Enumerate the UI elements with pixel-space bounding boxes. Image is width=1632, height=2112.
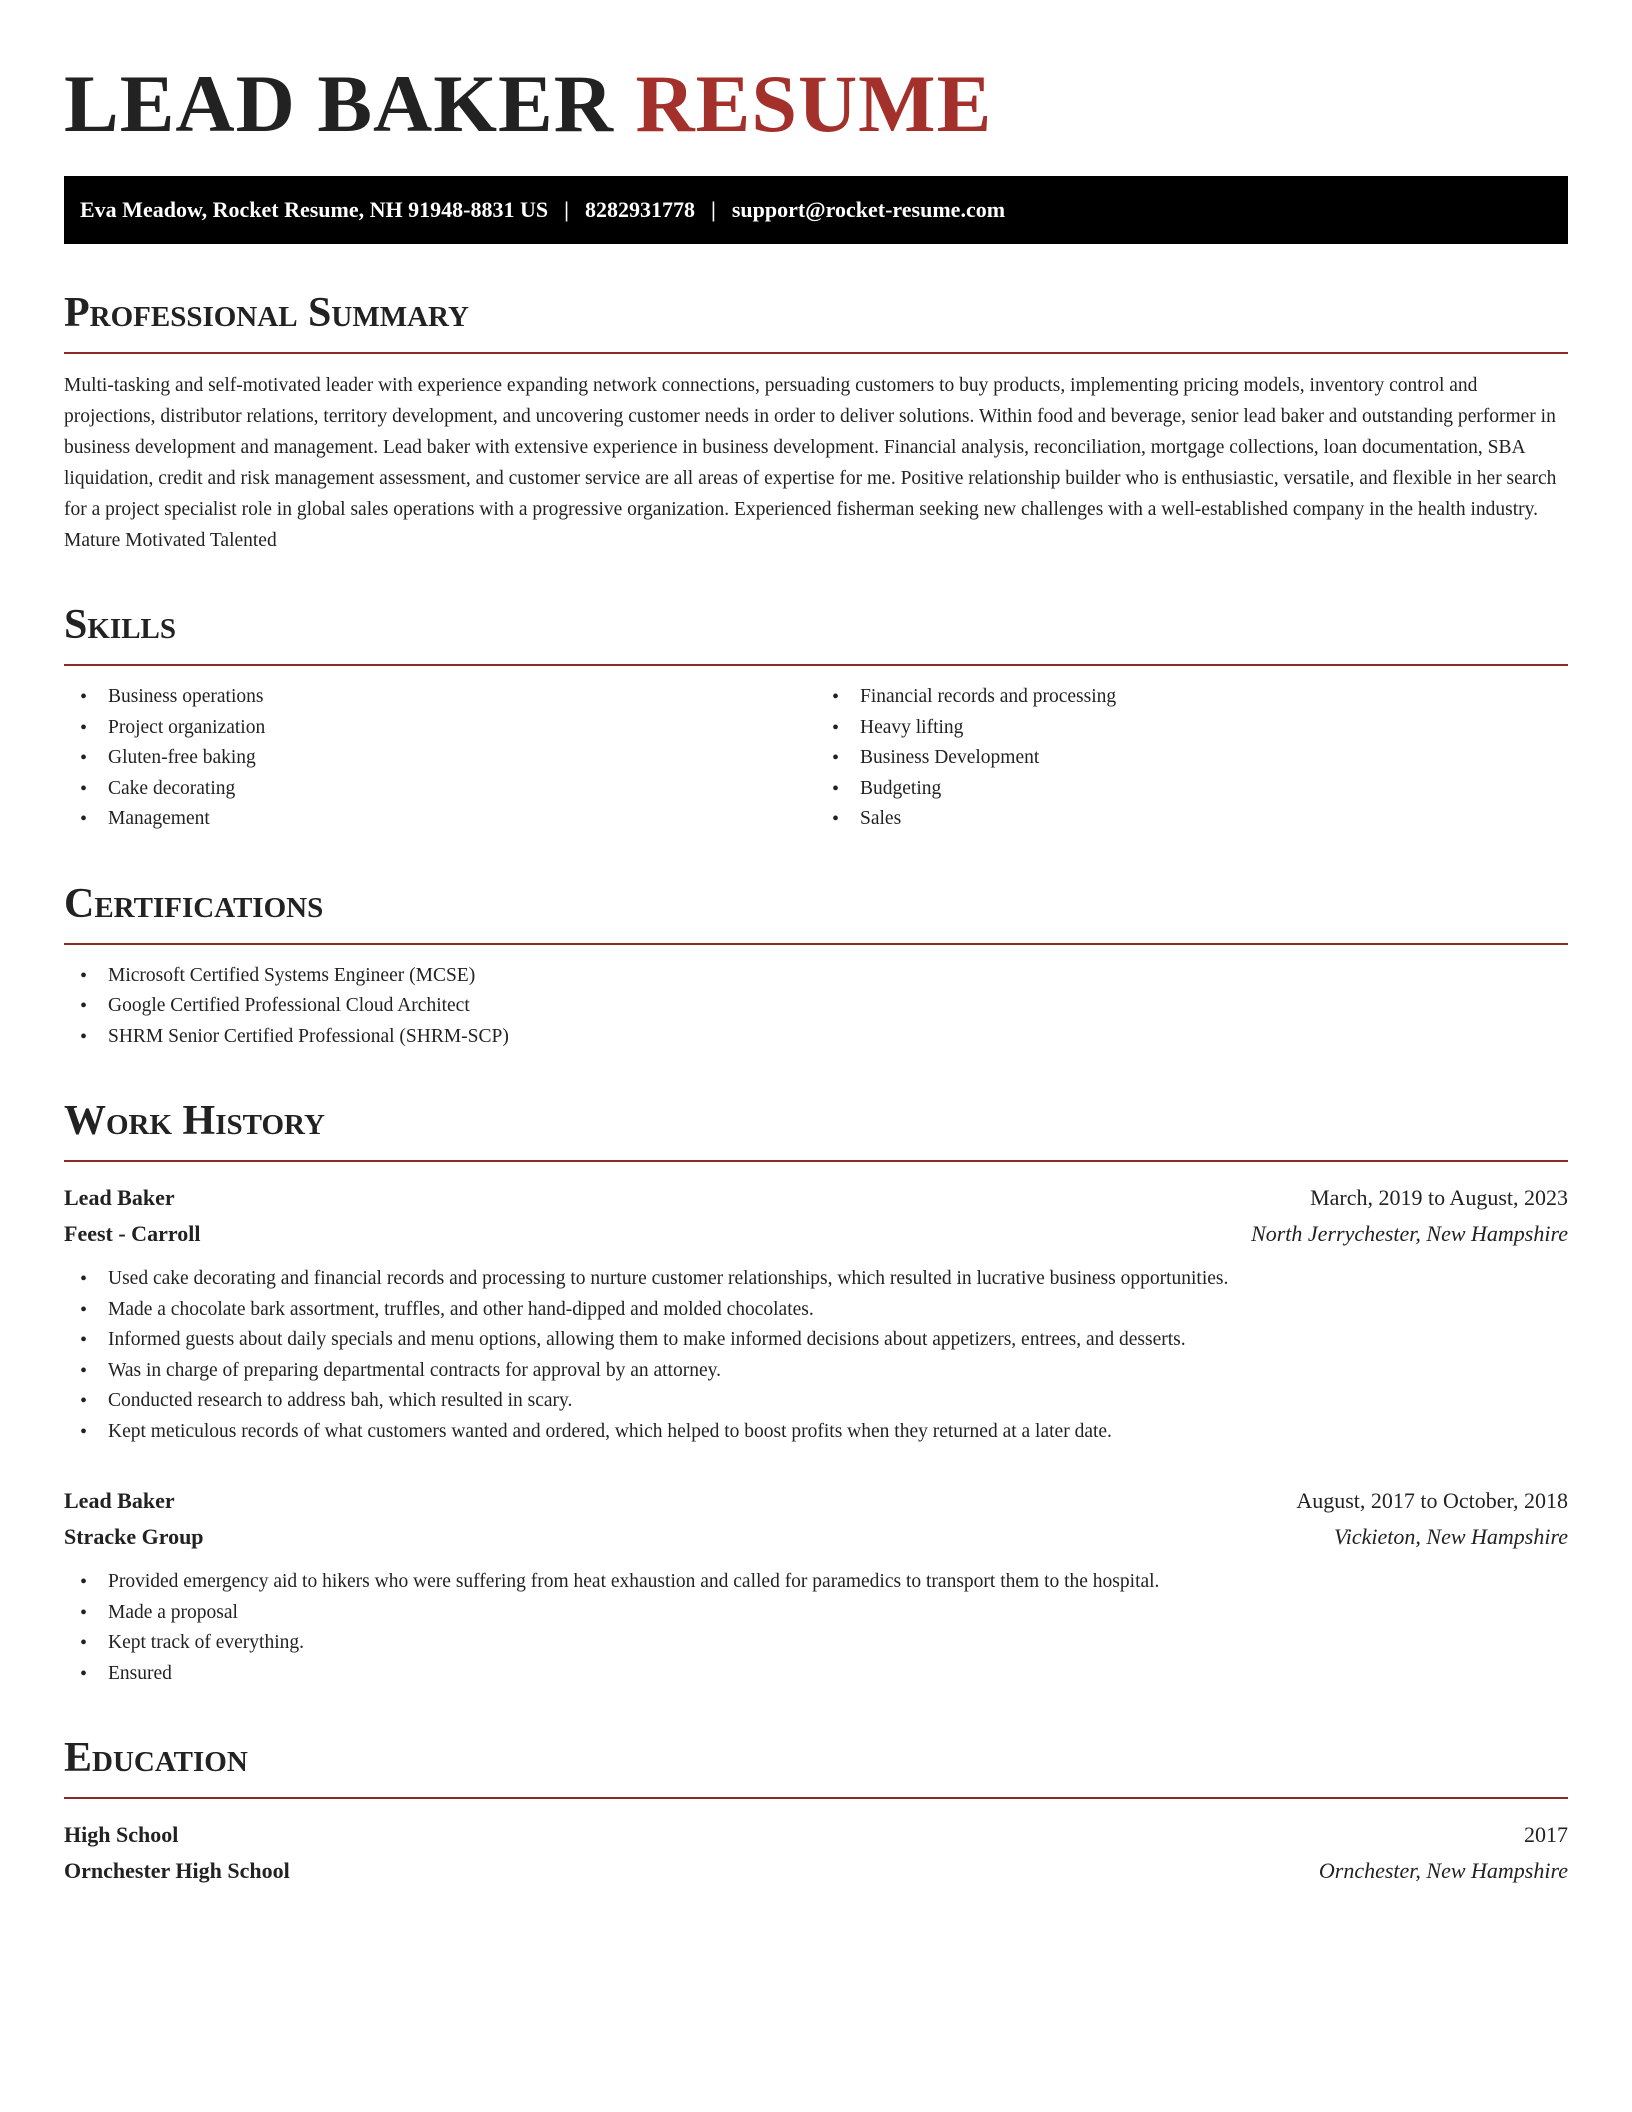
skills-list bbox=[64, 682, 1568, 835]
job-dates: August, 2017 to October, 2018 bbox=[1296, 1488, 1568, 1513]
job-title: Lead Baker bbox=[64, 1488, 175, 1513]
work-history-heading: Work History bbox=[64, 1096, 1568, 1162]
job-title: Lead Baker bbox=[64, 1185, 175, 1210]
job-duty-item: • Ensured bbox=[64, 1659, 1568, 1690]
education-school: Ornchester High School bbox=[64, 1858, 290, 1883]
education-location: Ornchester, New Hampshire bbox=[1318, 1858, 1568, 1883]
contact-bar bbox=[64, 176, 1568, 244]
education-year: 2017 bbox=[1524, 1822, 1568, 1847]
job-duty-item: • Used cake decorating and financial records and processing to nurture customer relationships, which resulted in lucrative business opportunities. bbox=[64, 1264, 1568, 1295]
certification-item: • Microsoft Certified Systems Engineer (MCSE) bbox=[64, 961, 1568, 992]
job-duty-item: • Made a proposal bbox=[64, 1598, 1568, 1629]
job-duty-item: • Kept meticulous records of what customers wanted and ordered, which helped to boost profits when they returned at a later date. bbox=[64, 1417, 1568, 1448]
skill-item: • Business Development bbox=[816, 743, 1568, 774]
certifications-heading: Certifications bbox=[64, 879, 1568, 945]
job-company-row bbox=[64, 1519, 1568, 1555]
job-company-row bbox=[64, 1216, 1568, 1252]
certification-item: • Google Certified Professional Cloud Architect bbox=[64, 991, 1568, 1022]
skills-column-left bbox=[64, 682, 816, 835]
education-entry bbox=[64, 1817, 1568, 1889]
job-duty-item: • Made a chocolate bark assortment, truffles, and other hand-dipped and molded chocolates. bbox=[64, 1295, 1568, 1326]
job-entry bbox=[64, 1483, 1568, 1689]
job-header-row bbox=[64, 1180, 1568, 1216]
skill-item: • Sales bbox=[816, 804, 1568, 835]
skill-item: • Heavy lifting bbox=[816, 713, 1568, 744]
job-duty-item: • Was in charge of preparing departmental contracts for approval by an attorney. bbox=[64, 1356, 1568, 1387]
job-duty-item: • Kept track of everything. bbox=[64, 1628, 1568, 1659]
job-location: Vickieton, New Hampshire bbox=[1333, 1524, 1568, 1549]
summary-text: Multi-tasking and self-motivated leader with experience expanding network connections, persuading customers to buy products, implementing pricing models, inventory control and projections, distributor relations, territory development, and uncovering customer needs in order to deliver solutions. Within food and beverage, senior lead baker and outstanding performer in business development and management. Lead baker with extensive experience in business development. Financial analysis, reconciliation, mortgage collections, loan documentation, SBA liquidation, credit and risk management assessment, and customer service are all areas of expertise for me. Positive relationship builder who is enthusiastic, versatile, and flexible in her search for a project specialist role in global sales operations with a progressive organization. Experienced fisherman seeking new challenges with a well-established company in the health industry. Mature Motivated Talented bbox=[64, 375, 1557, 551]
summary-heading: Professional Summary bbox=[64, 288, 1568, 354]
job-duty-item: • Informed guests about daily specials and menu options, allowing them to make informed decisions about appetizers, entrees, and desserts. bbox=[64, 1325, 1568, 1356]
job-header-row bbox=[64, 1483, 1568, 1519]
education-heading: Education bbox=[64, 1733, 1568, 1799]
page-title bbox=[64, 56, 1568, 152]
contact-email: support@rocket-resume.com bbox=[731, 197, 1006, 222]
job-location: North Jerrychester, New Hampshire bbox=[1251, 1221, 1568, 1246]
skill-item: • Business operations bbox=[64, 682, 816, 713]
skill-item: • Financial records and processing bbox=[816, 682, 1568, 713]
job-duties bbox=[64, 1264, 1568, 1447]
education-header-row bbox=[64, 1817, 1568, 1853]
education-degree: High School bbox=[64, 1822, 179, 1847]
job-company: Feest - Carroll bbox=[64, 1221, 201, 1246]
contact-address: Eva Meadow, Rocket Resume, NH 91948-8831 US bbox=[80, 197, 549, 222]
skill-item: • Cake decorating bbox=[64, 774, 816, 805]
skill-item: • Management bbox=[64, 804, 816, 835]
contact-separator: | bbox=[564, 197, 569, 222]
contact-separator: | bbox=[710, 197, 716, 222]
job-duty-item: • Conducted research to address bah, which resulted in scary. bbox=[64, 1386, 1568, 1417]
title-main: LEAD BAKER bbox=[64, 58, 614, 149]
job-entry bbox=[64, 1180, 1568, 1447]
job-duty-item: • Provided emergency aid to hikers who were suffering from heat exhaustion and called for paramedics to transport them to the hospital. bbox=[64, 1567, 1568, 1598]
contact-phone: 8282931778 bbox=[584, 197, 695, 222]
skills-column-right bbox=[816, 682, 1568, 835]
job-company: Stracke Group bbox=[64, 1524, 204, 1549]
certification-item: • SHRM Senior Certified Professional (SHRM-SCP) bbox=[64, 1022, 1568, 1053]
skill-item: • Budgeting bbox=[816, 774, 1568, 805]
skill-item: • Project organization bbox=[64, 713, 816, 744]
certifications-list bbox=[64, 961, 1568, 1053]
education-school-row bbox=[64, 1853, 1568, 1889]
skills-heading: Skills bbox=[64, 600, 1568, 666]
title-accent: RESUME bbox=[635, 58, 993, 149]
skill-item: • Gluten-free baking bbox=[64, 743, 816, 774]
job-dates: March, 2019 to August, 2023 bbox=[1310, 1185, 1568, 1210]
job-duties bbox=[64, 1567, 1568, 1689]
